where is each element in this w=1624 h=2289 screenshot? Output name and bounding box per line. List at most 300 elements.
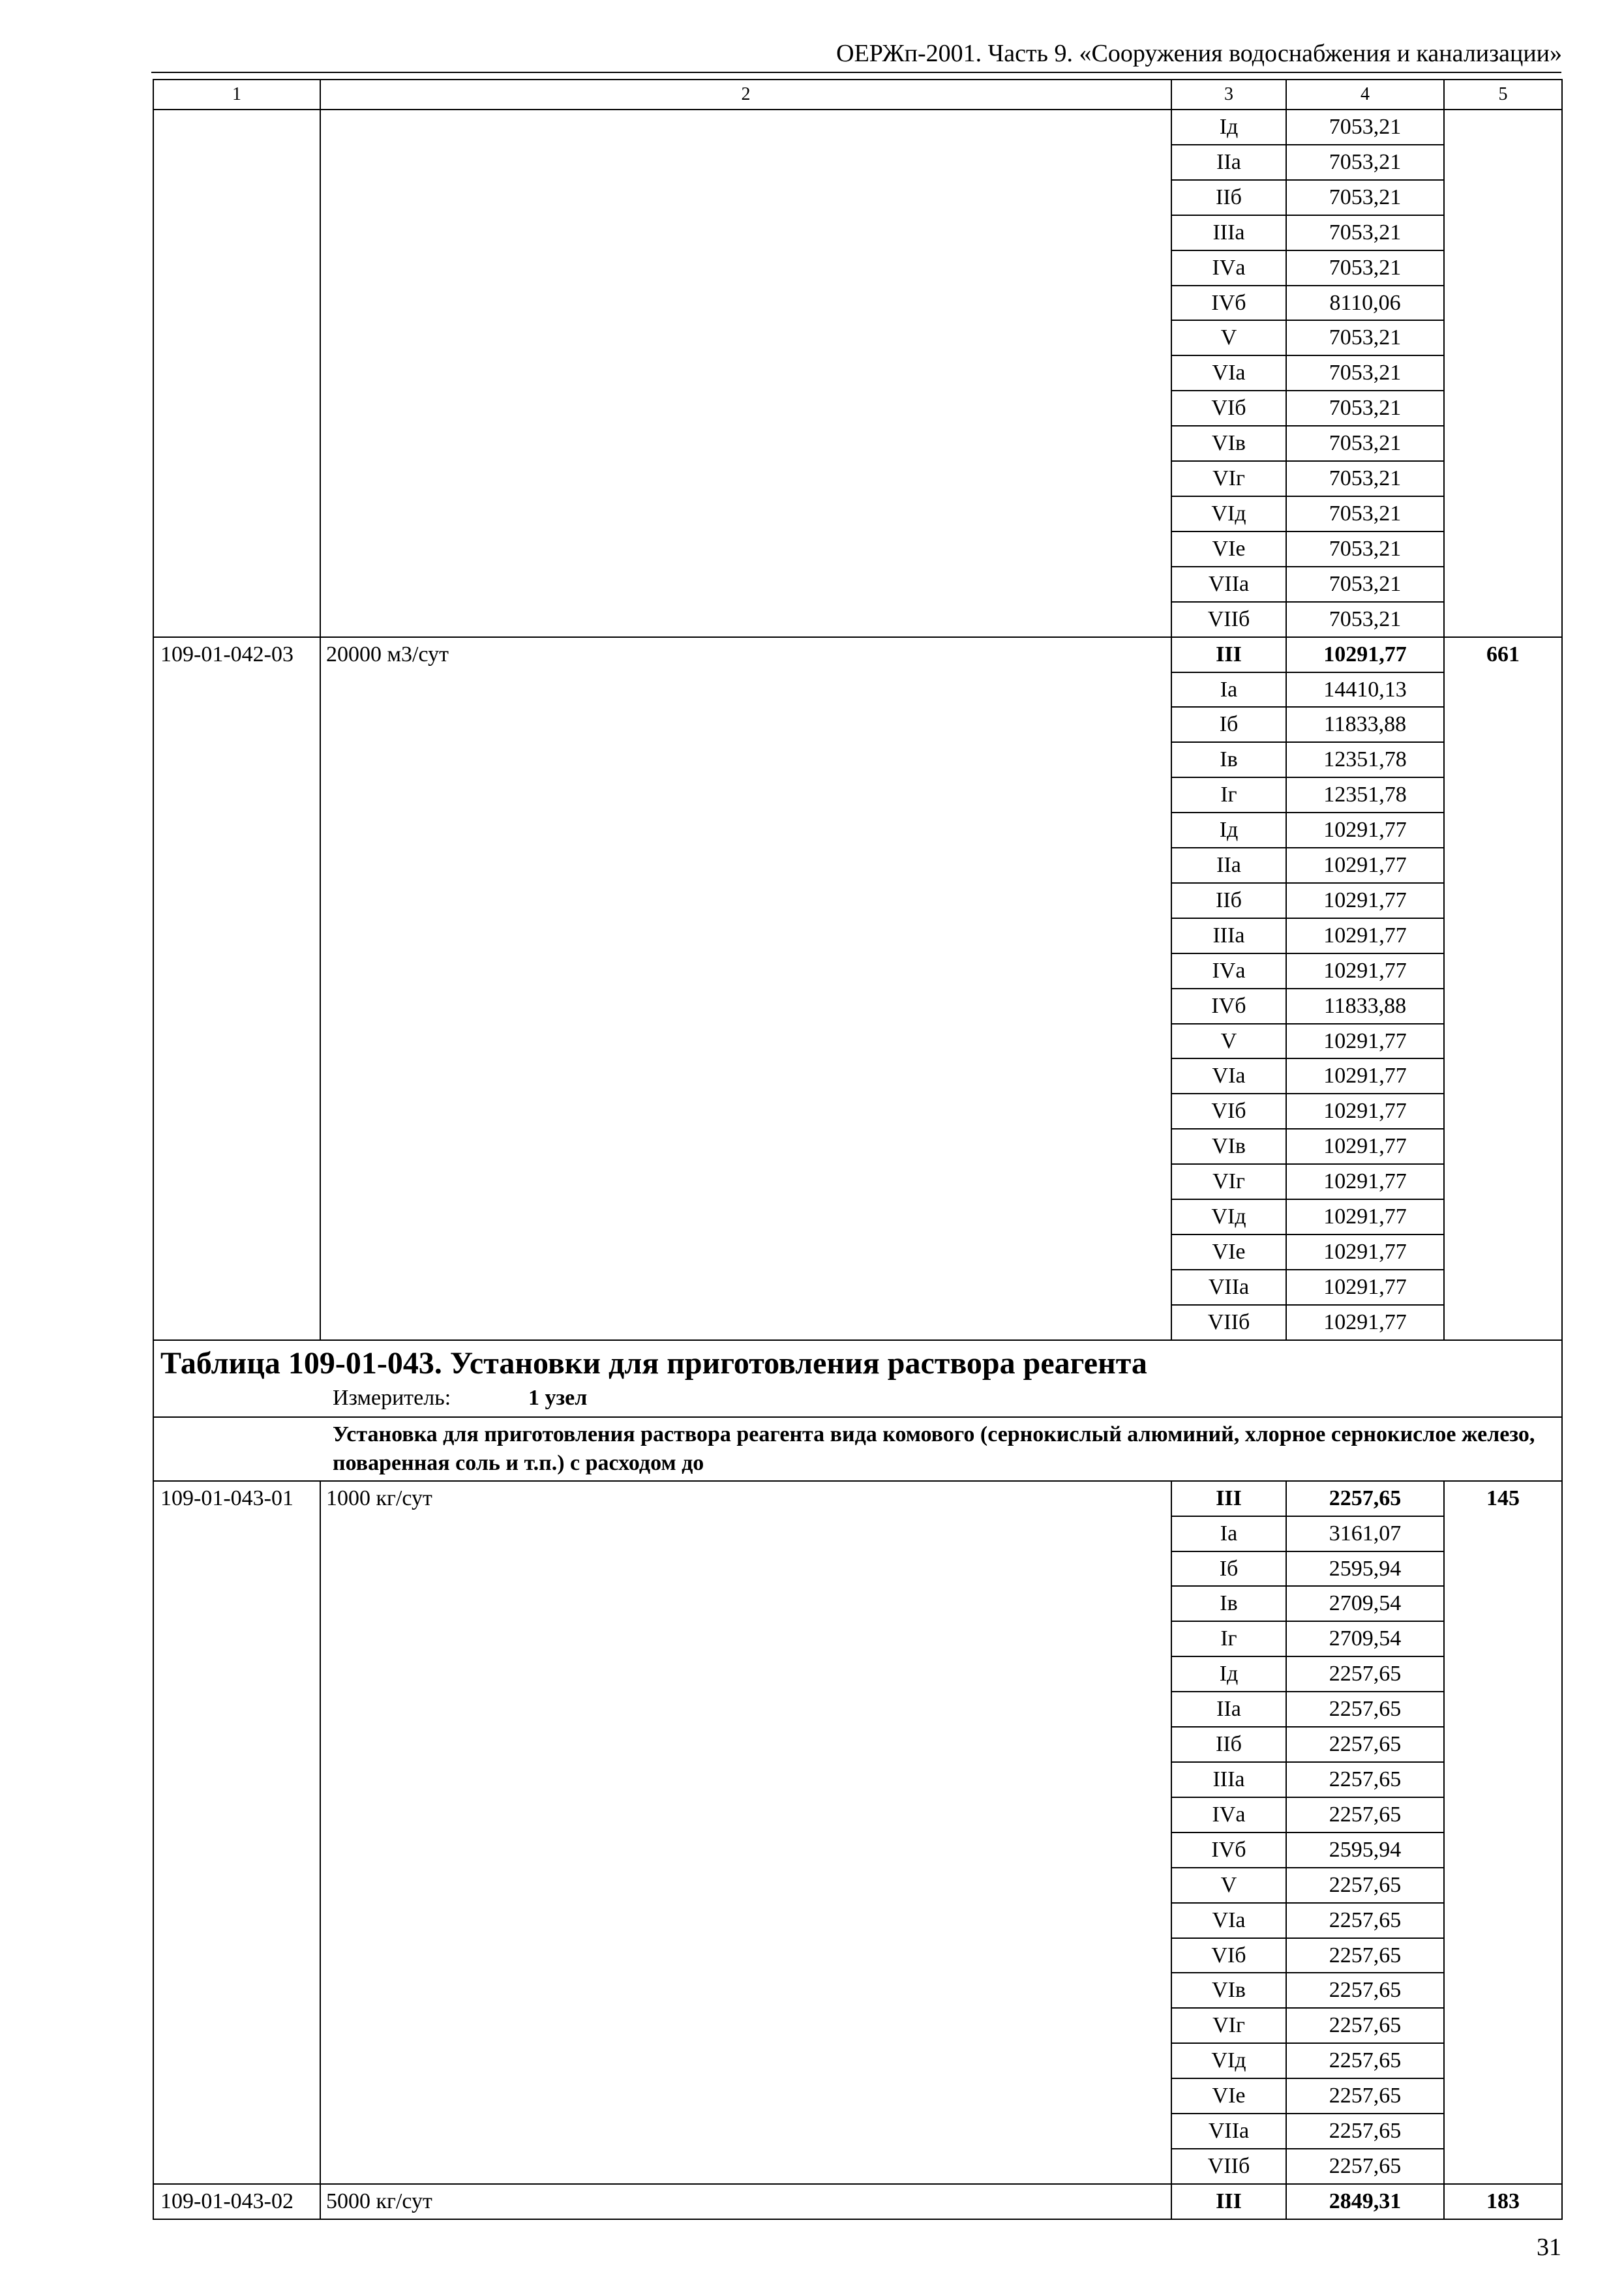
price-cell: 145 — [1444, 1481, 1562, 1516]
category-cell: VIв — [1171, 1973, 1286, 2008]
category-cell: VIв — [1171, 1129, 1286, 1164]
code-cell — [153, 1586, 320, 1621]
value-cell: 10291,77 — [1286, 953, 1444, 989]
code-cell — [153, 2114, 320, 2149]
table-row — [153, 2043, 1562, 2078]
description-cell: 20000 м3/сут — [320, 637, 1171, 672]
table-row — [153, 1094, 1562, 1129]
description-cell — [320, 110, 1171, 145]
value-cell: 8110,06 — [1286, 286, 1444, 321]
description-cell — [320, 1727, 1171, 1762]
code-cell: 109-01-043-02 — [153, 2184, 320, 2219]
table-row — [153, 953, 1562, 989]
category-cell: IIIа — [1171, 215, 1286, 250]
category-cell: Iб — [1171, 707, 1286, 742]
code-cell — [153, 1727, 320, 1762]
price-cell — [1444, 1797, 1562, 1833]
column-number: 3 — [1171, 80, 1286, 110]
column-number: 2 — [320, 80, 1171, 110]
price-cell — [1444, 110, 1562, 145]
value-cell: 10291,77 — [1286, 637, 1444, 672]
category-cell: VIIб — [1171, 1305, 1286, 1340]
description-cell — [320, 2114, 1171, 2149]
code-cell — [153, 391, 320, 426]
header-rule — [151, 72, 1561, 73]
category-cell: VIIб — [1171, 2149, 1286, 2184]
code-cell — [153, 1270, 320, 1305]
price-cell — [1444, 496, 1562, 531]
description-cell — [320, 1551, 1171, 1587]
price-cell — [1444, 2078, 1562, 2114]
price-cell — [1444, 813, 1562, 848]
value-cell: 10291,77 — [1286, 1234, 1444, 1270]
code-cell — [153, 1621, 320, 1656]
table-row — [153, 1164, 1562, 1199]
table-row — [153, 672, 1562, 708]
code-cell — [153, 1833, 320, 1868]
table-row — [153, 1024, 1562, 1059]
value-cell: 7053,21 — [1286, 496, 1444, 531]
description-cell — [320, 883, 1171, 918]
table-row — [153, 1551, 1562, 1587]
value-cell: 2257,65 — [1286, 1938, 1444, 1973]
category-cell: Iб — [1171, 1551, 1286, 1587]
table-row — [153, 1656, 1562, 1692]
category-cell: VIг — [1171, 461, 1286, 496]
code-cell — [153, 1938, 320, 1973]
category-cell: V — [1171, 1868, 1286, 1903]
table-row — [153, 180, 1562, 215]
description-cell — [320, 145, 1171, 180]
price-cell — [1444, 145, 1562, 180]
category-cell: IIа — [1171, 848, 1286, 883]
description-cell — [320, 1868, 1171, 1903]
description-cell — [320, 813, 1171, 848]
description-cell — [320, 1762, 1171, 1797]
price-cell — [1444, 1199, 1562, 1234]
code-cell — [153, 2008, 320, 2043]
category-cell: Iа — [1171, 672, 1286, 708]
table-row — [153, 1903, 1562, 1938]
description-cell — [320, 496, 1171, 531]
code-cell — [153, 2078, 320, 2114]
price-cell — [1444, 777, 1562, 813]
value-cell: 12351,78 — [1286, 742, 1444, 777]
unit-line — [160, 1384, 1555, 1416]
code-cell — [153, 953, 320, 989]
table-row — [153, 989, 1562, 1024]
description-cell — [320, 1024, 1171, 1059]
table-title-row-cell — [153, 1340, 1562, 1417]
table-title-row — [153, 1340, 1562, 1417]
price-cell — [1444, 1621, 1562, 1656]
table-row — [153, 320, 1562, 355]
description-cell — [320, 1129, 1171, 1164]
code-cell — [153, 1868, 320, 1903]
description-cell: 1000 кг/сут — [320, 1481, 1171, 1516]
table-row — [153, 1058, 1562, 1094]
table-row — [153, 1727, 1562, 1762]
table-row — [153, 1692, 1562, 1727]
rates-table — [153, 79, 1563, 2220]
description-cell — [320, 1692, 1171, 1727]
description-cell — [320, 1621, 1171, 1656]
table-row — [153, 1797, 1562, 1833]
description-cell — [320, 391, 1171, 426]
price-cell — [1444, 742, 1562, 777]
code-cell — [153, 2149, 320, 2184]
category-cell: VIд — [1171, 1199, 1286, 1234]
column-numbers-row — [153, 80, 1562, 110]
category-cell: IIб — [1171, 883, 1286, 918]
code-cell — [153, 1129, 320, 1164]
table-row — [153, 1762, 1562, 1797]
category-cell: Iд — [1171, 813, 1286, 848]
value-cell: 12351,78 — [1286, 777, 1444, 813]
category-cell: Iа — [1171, 1516, 1286, 1551]
price-cell — [1444, 1058, 1562, 1094]
value-cell: 2257,65 — [1286, 2043, 1444, 2078]
description-cell — [320, 848, 1171, 883]
description-cell — [320, 1586, 1171, 1621]
code-cell — [153, 496, 320, 531]
table-row — [153, 918, 1562, 953]
value-cell: 7053,21 — [1286, 461, 1444, 496]
price-cell — [1444, 320, 1562, 355]
price-cell — [1444, 1938, 1562, 1973]
price-cell — [1444, 1656, 1562, 1692]
price-cell — [1444, 1762, 1562, 1797]
value-cell: 2257,65 — [1286, 2078, 1444, 2114]
price-cell — [1444, 1903, 1562, 1938]
code-cell — [153, 1305, 320, 1340]
code-cell — [153, 531, 320, 567]
code-cell — [153, 1024, 320, 1059]
value-cell: 2257,65 — [1286, 1481, 1444, 1516]
value-cell: 2257,65 — [1286, 1903, 1444, 1938]
price-cell — [1444, 1551, 1562, 1587]
price-cell — [1444, 1586, 1562, 1621]
category-cell: V — [1171, 1024, 1286, 1059]
price-cell — [1444, 953, 1562, 989]
price-cell — [1444, 1094, 1562, 1129]
table-row — [153, 426, 1562, 461]
description-cell — [320, 707, 1171, 742]
table-row — [153, 1938, 1562, 1973]
category-cell: IVб — [1171, 286, 1286, 321]
price-cell — [1444, 918, 1562, 953]
unit-value: 1 узел — [528, 1385, 588, 1410]
category-cell: VIа — [1171, 355, 1286, 391]
price-cell — [1444, 1164, 1562, 1199]
code-cell — [153, 215, 320, 250]
value-cell: 14410,13 — [1286, 672, 1444, 708]
category-cell: VIб — [1171, 1938, 1286, 1973]
category-cell: III — [1171, 2184, 1286, 2219]
value-cell: 10291,77 — [1286, 918, 1444, 953]
value-cell: 2257,65 — [1286, 2114, 1444, 2149]
value-cell: 7053,21 — [1286, 145, 1444, 180]
category-cell: Iв — [1171, 1586, 1286, 1621]
description-cell: 5000 кг/сут — [320, 2184, 1171, 2219]
table-row — [153, 707, 1562, 742]
category-cell: Iв — [1171, 742, 1286, 777]
table-row — [153, 1129, 1562, 1164]
value-cell: 7053,21 — [1286, 250, 1444, 286]
code-cell — [153, 250, 320, 286]
page-number: 31 — [1537, 2234, 1561, 2261]
table-row — [153, 777, 1562, 813]
description-cell — [320, 2078, 1171, 2114]
table-row — [153, 883, 1562, 918]
table-row — [153, 602, 1562, 637]
code-cell — [153, 1058, 320, 1094]
price-cell — [1444, 2149, 1562, 2184]
column-number: 5 — [1444, 80, 1562, 110]
value-cell: 7053,21 — [1286, 180, 1444, 215]
price-cell — [1444, 355, 1562, 391]
price-cell — [1444, 461, 1562, 496]
value-cell: 10291,77 — [1286, 1058, 1444, 1094]
code-cell — [153, 1551, 320, 1587]
table-row — [153, 496, 1562, 531]
code-cell — [153, 989, 320, 1024]
category-cell: VIг — [1171, 1164, 1286, 1199]
value-cell: 2257,65 — [1286, 1797, 1444, 1833]
category-cell: III — [1171, 637, 1286, 672]
code-cell — [153, 813, 320, 848]
table-row — [153, 1305, 1562, 1340]
value-cell: 2257,65 — [1286, 1868, 1444, 1903]
category-cell: IIб — [1171, 1727, 1286, 1762]
table-row — [153, 2078, 1562, 2114]
table-row — [153, 813, 1562, 848]
code-cell — [153, 1199, 320, 1234]
table-row — [153, 1481, 1562, 1516]
table-row — [153, 2008, 1562, 2043]
code-cell — [153, 567, 320, 602]
category-cell: VIIа — [1171, 2114, 1286, 2149]
category-cell: VIа — [1171, 1903, 1286, 1938]
price-cell — [1444, 672, 1562, 708]
category-cell: VIб — [1171, 1094, 1286, 1129]
value-cell: 10291,77 — [1286, 1024, 1444, 1059]
price-cell — [1444, 391, 1562, 426]
value-cell: 2257,65 — [1286, 2008, 1444, 2043]
value-cell: 2595,94 — [1286, 1551, 1444, 1587]
description-cell — [320, 1516, 1171, 1551]
value-cell: 2709,54 — [1286, 1621, 1444, 1656]
price-cell — [1444, 1868, 1562, 1903]
description-cell — [320, 2008, 1171, 2043]
description-cell — [320, 1164, 1171, 1199]
table-row — [153, 2149, 1562, 2184]
description-cell — [320, 1656, 1171, 1692]
category-cell: VIб — [1171, 391, 1286, 426]
category-cell: V — [1171, 320, 1286, 355]
table-row — [153, 2184, 1562, 2219]
description-cell — [320, 286, 1171, 321]
code-cell — [153, 145, 320, 180]
code-cell — [153, 707, 320, 742]
code-cell — [153, 1656, 320, 1692]
category-cell: VIIа — [1171, 1270, 1286, 1305]
value-cell: 7053,21 — [1286, 567, 1444, 602]
table-row — [153, 637, 1562, 672]
table-row — [153, 2114, 1562, 2149]
price-cell — [1444, 2008, 1562, 2043]
code-cell — [153, 286, 320, 321]
price-cell — [1444, 180, 1562, 215]
table-row — [153, 1833, 1562, 1868]
code-cell — [153, 742, 320, 777]
price-cell — [1444, 848, 1562, 883]
description-cell — [320, 215, 1171, 250]
value-cell: 2595,94 — [1286, 1833, 1444, 1868]
price-cell — [1444, 707, 1562, 742]
table-row — [153, 215, 1562, 250]
description-cell — [320, 989, 1171, 1024]
price-cell — [1444, 1129, 1562, 1164]
description-cell — [320, 1797, 1171, 1833]
value-cell: 7053,21 — [1286, 602, 1444, 637]
table-row — [153, 145, 1562, 180]
value-cell: 2257,65 — [1286, 2149, 1444, 2184]
description-cell — [320, 1833, 1171, 1868]
table-row — [153, 848, 1562, 883]
description-cell — [320, 250, 1171, 286]
price-cell — [1444, 250, 1562, 286]
category-cell: VIв — [1171, 426, 1286, 461]
value-cell: 7053,21 — [1286, 391, 1444, 426]
description-cell — [320, 918, 1171, 953]
code-cell — [153, 1797, 320, 1833]
description-cell — [320, 1058, 1171, 1094]
category-cell: VIе — [1171, 531, 1286, 567]
code-cell — [153, 320, 320, 355]
table-row — [153, 1973, 1562, 2008]
page-header: ОЕРЖп-2001. Часть 9. «Сооружения водоснабжения и канализации» — [836, 40, 1562, 67]
rates-table-body — [153, 80, 1562, 2219]
value-cell: 10291,77 — [1286, 883, 1444, 918]
table-row — [153, 110, 1562, 145]
column-number: 4 — [1286, 80, 1444, 110]
table-row — [153, 1516, 1562, 1551]
description-cell — [320, 1938, 1171, 1973]
value-cell: 2849,31 — [1286, 2184, 1444, 2219]
description-cell — [320, 742, 1171, 777]
value-cell: 10291,77 — [1286, 1164, 1444, 1199]
description-cell — [320, 355, 1171, 391]
price-cell — [1444, 1692, 1562, 1727]
code-cell — [153, 1903, 320, 1938]
code-cell — [153, 1973, 320, 2008]
price-cell — [1444, 1516, 1562, 1551]
category-cell: VIе — [1171, 1234, 1286, 1270]
value-cell: 2257,65 — [1286, 1692, 1444, 1727]
description-cell — [320, 602, 1171, 637]
table-row — [153, 1234, 1562, 1270]
value-cell: 3161,07 — [1286, 1516, 1444, 1551]
code-cell — [153, 180, 320, 215]
code-cell — [153, 848, 320, 883]
code-cell: 109-01-042-03 — [153, 637, 320, 672]
price-cell — [1444, 2114, 1562, 2149]
value-cell: 2257,65 — [1286, 1973, 1444, 2008]
code-cell — [153, 355, 320, 391]
code-cell: 109-01-043-01 — [153, 1481, 320, 1516]
code-cell — [153, 1692, 320, 1727]
category-cell: IIа — [1171, 145, 1286, 180]
table-row — [153, 1868, 1562, 1903]
description-cell — [320, 180, 1171, 215]
category-cell: IIб — [1171, 180, 1286, 215]
code-cell — [153, 602, 320, 637]
category-cell: IVа — [1171, 250, 1286, 286]
table-note: Установка для приготовления раствора реагента вида комового (сернокислый алюминий, хлорное сернокислое железо, поваренная соль и т.п.) с расходом до — [333, 1422, 1535, 1475]
table-note-row-cell — [153, 1417, 1562, 1481]
table-note-row — [153, 1417, 1562, 1481]
value-cell: 2257,65 — [1286, 1727, 1444, 1762]
price-cell — [1444, 1973, 1562, 2008]
category-cell: IIа — [1171, 1692, 1286, 1727]
value-cell: 11833,88 — [1286, 989, 1444, 1024]
table-row — [153, 567, 1562, 602]
price-cell — [1444, 883, 1562, 918]
value-cell: 10291,77 — [1286, 848, 1444, 883]
description-cell — [320, 672, 1171, 708]
value-cell: 10291,77 — [1286, 813, 1444, 848]
code-cell — [153, 1762, 320, 1797]
code-cell — [153, 672, 320, 708]
table-title: Таблица 109-01-043. Установки для приготовления раствора реагента — [160, 1345, 1147, 1381]
table-row — [153, 742, 1562, 777]
description-cell — [320, 426, 1171, 461]
description-cell — [320, 461, 1171, 496]
category-cell: Iд — [1171, 1656, 1286, 1692]
category-cell: VIIб — [1171, 602, 1286, 637]
unit-label: Измеритель: — [333, 1385, 451, 1410]
description-cell — [320, 953, 1171, 989]
price-cell — [1444, 1727, 1562, 1762]
table-row — [153, 286, 1562, 321]
category-cell: VIг — [1171, 2008, 1286, 2043]
description-cell — [320, 1270, 1171, 1305]
table-row — [153, 250, 1562, 286]
value-cell: 7053,21 — [1286, 215, 1444, 250]
description-cell — [320, 2043, 1171, 2078]
code-cell — [153, 1516, 320, 1551]
code-cell — [153, 883, 320, 918]
price-cell — [1444, 602, 1562, 637]
description-cell — [320, 1199, 1171, 1234]
category-cell: VIIа — [1171, 567, 1286, 602]
table-row — [153, 355, 1562, 391]
value-cell: 7053,21 — [1286, 355, 1444, 391]
code-cell — [153, 918, 320, 953]
code-cell — [153, 1234, 320, 1270]
price-cell — [1444, 1234, 1562, 1270]
description-cell — [320, 1234, 1171, 1270]
code-cell — [153, 1164, 320, 1199]
category-cell: VIд — [1171, 2043, 1286, 2078]
code-cell — [153, 1094, 320, 1129]
category-cell: IIIа — [1171, 918, 1286, 953]
code-cell — [153, 461, 320, 496]
table-row — [153, 531, 1562, 567]
price-cell — [1444, 2043, 1562, 2078]
value-cell: 10291,77 — [1286, 1270, 1444, 1305]
